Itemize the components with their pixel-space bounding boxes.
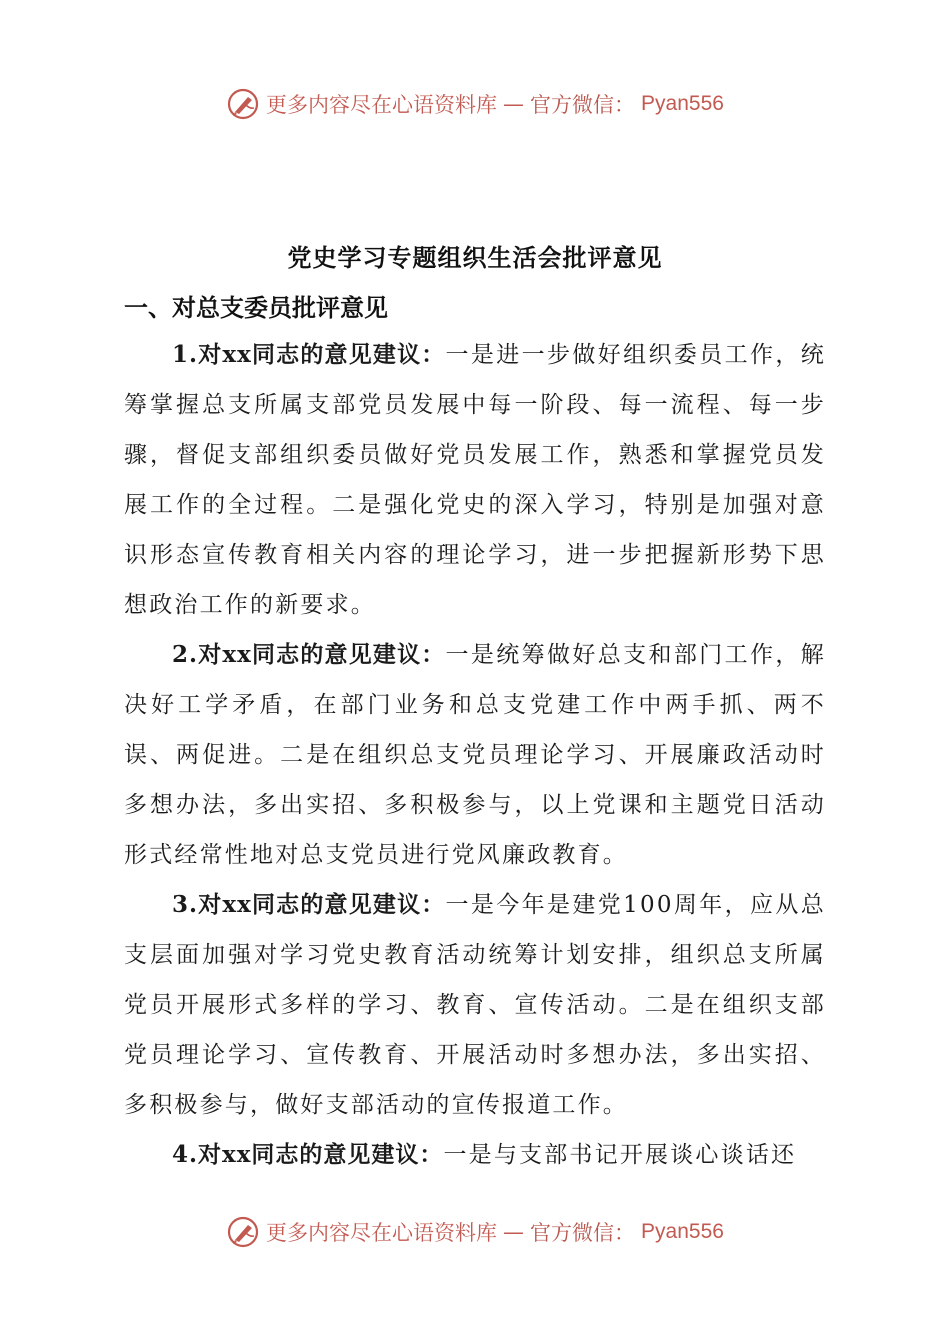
banner-wechat-label: 官方微信：: [530, 1221, 636, 1245]
footer-watermark-banner: [0, 1212, 950, 1252]
paragraph-lead: 2.对xx同志的意见建议：: [172, 641, 446, 668]
banner-wechat-label: 官方微信：: [530, 93, 636, 117]
paragraph-text: 一是进一步做好组织委员工作，统筹掌握总支所属支部党员发展中每一阶段、每一流程、每一步骤，督促支部组织委员做好党员发展工作，熟悉和掌握党员发展工作的全过程。二是强化党史的深入学习，特别是加强对意识形态宣传教育相关内容的理论学习，进一步把握新形势下思想政治工作的新要求。: [124, 342, 827, 618]
banner-wechat-id: Pyan556: [641, 92, 724, 115]
paragraph-3: [124, 880, 826, 1130]
banner-separator: —: [503, 1220, 525, 1244]
paragraph-2: [124, 630, 826, 880]
section-heading: 一、对总支委员批评意见: [124, 294, 388, 322]
banner-main-text: 更多内容尽在心语资料库: [266, 1221, 498, 1245]
paragraph-4: [124, 1130, 826, 1180]
document-body: [124, 330, 826, 1180]
paragraph-text: 一是统筹做好总支和部门工作，解决好工学矛盾，在部门业务和总支党建工作中两手抓、两不误、两促进。二是在组织总支党员理论学习、开展廉政活动时多想办法，多出实招、多积极参与，以上党课和主题党日活动形式经常性地对总支党员进行党风廉政教育。: [124, 642, 827, 868]
paragraph-lead: 1.对xx同志的意见建议：: [172, 341, 446, 368]
pen-nib-circle-icon: [226, 87, 260, 121]
document-title: 党史学习专题组织生活会批评意见: [287, 244, 663, 272]
paragraph-1: [124, 330, 826, 630]
pen-nib-circle-icon: [226, 1215, 260, 1249]
banner-separator: —: [503, 92, 525, 116]
paragraph-text: 一是今年是建党100周年，应从总支层面加强对学习党史教育活动统筹计划安排，组织总支所属党员开展形式多样的学习、教育、宣传活动。二是在组织支部党员理论学习、宣传教育、开展活动时多想办法，多出实招、多积极参与，做好支部活动的宣传报道工作。: [124, 892, 826, 1118]
banner-wechat-id: Pyan556: [641, 1220, 724, 1243]
paragraph-text: 一是与支部书记开展谈心谈话还: [443, 1142, 797, 1168]
paragraph-lead: 4.对xx同志的意见建议：: [172, 1141, 444, 1168]
header-watermark-banner: [0, 84, 950, 124]
banner-main-text: 更多内容尽在心语资料库: [266, 93, 498, 117]
paragraph-lead: 3.对xx同志的意见建议：: [172, 891, 446, 918]
